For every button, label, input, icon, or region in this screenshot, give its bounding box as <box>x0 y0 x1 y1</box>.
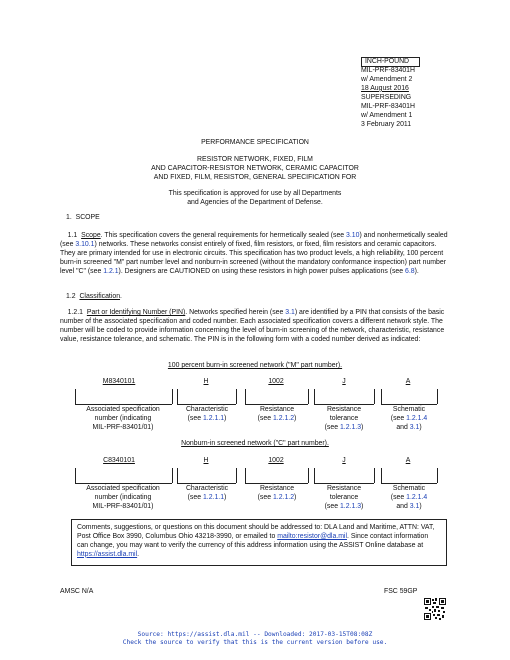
bracket-line <box>314 468 315 483</box>
ref-link[interactable]: 3.10 <box>346 232 360 239</box>
doc-id: MIL-PRF-83401H <box>361 66 415 74</box>
para-text: ) are identified by a PIN that consists of the basic number of the associated specification and coded number. Each associated specification covers a different network style. The number will be coded to provide information concerning the level of burn-in screening of the network, characteristic, resistance value, resistance tolerance, and schematic. The PIN is in the following form with a coded number derived as indicated: <box>60 309 445 343</box>
ref-link[interactable]: 1.2.1.4 <box>406 414 428 422</box>
superseded-doc-id: MIL-PRF-83401H <box>361 102 415 110</box>
para-number: 1.2.1 <box>67 309 83 316</box>
ref-link[interactable]: 1.2.1.3 <box>339 423 362 431</box>
pin-schematic-code: A <box>405 457 411 464</box>
ref-link[interactable]: 1.2.1.3 <box>339 502 362 510</box>
label-text: and 3.1) <box>396 502 422 510</box>
fsc-label: FSC 59GP <box>384 588 418 595</box>
para-title: Classification <box>79 293 121 300</box>
bracket-line <box>381 483 437 484</box>
label-associated-spec <box>70 485 176 512</box>
label-text: Associated specification <box>86 485 160 492</box>
label-text: MIL-PRF-83401/01) <box>92 423 154 431</box>
section-number: 1. <box>66 214 72 221</box>
label-text: (see 1.2.1.1) <box>187 414 227 422</box>
approval-line-2: and Agencies of the Department of Defense. <box>187 198 323 206</box>
label-text: tolerance <box>329 493 359 501</box>
label-text: number (indicating <box>94 493 152 501</box>
superseded-amendment: w/ Amendment 1 <box>361 111 413 119</box>
bracket-line <box>236 468 237 483</box>
comments-text-part: Comments, suggestions, or questions on this document should be addressed to: DLA Land and Maritime, ATTN: VAT, Post Office Box 3990, Columbus Ohio 43218-3990, or emailed to <box>77 524 435 540</box>
superseding-label: SUPERSEDING <box>361 93 412 101</box>
assist-link[interactable]: https://assist.dla.mil <box>77 550 138 558</box>
section-heading: SCOPE <box>75 214 100 221</box>
label-text: Characteristic <box>185 485 229 492</box>
source-line-1: Source: https://assist.dla.mil -- Downloaded: 2017-03-15T08:08Z <box>137 631 373 638</box>
label-characteristic <box>174 485 240 503</box>
comments-text <box>77 524 441 560</box>
bracket-line <box>75 468 76 483</box>
label-text: Schematic <box>392 485 426 492</box>
ref-link[interactable]: 3.10.1 <box>75 240 95 248</box>
doc-date: 18 August 2016 <box>361 84 409 92</box>
pin-schematic-code: A <box>405 378 411 385</box>
ref-link[interactable]: 3.1 <box>409 423 420 431</box>
ref-link[interactable]: 1.2.1.4 <box>406 493 428 501</box>
label-text: Resistance <box>326 485 362 492</box>
para-number: 1.1 <box>67 232 78 239</box>
pin-spec-code: M8340101 <box>102 378 136 385</box>
inch-pound-label: INCH-POUND <box>361 57 420 67</box>
bracket-line <box>177 468 178 483</box>
bracket-line <box>177 483 236 484</box>
label-resistance <box>243 485 311 503</box>
label-text: (see 1.2.1.3) <box>324 423 364 431</box>
bracket-line <box>381 468 382 483</box>
label-text: (see 1.2.1.2) <box>257 414 297 422</box>
superseded-date: 3 February 2011 <box>361 120 412 128</box>
label-text: and 3.1) <box>396 423 422 431</box>
approval-line-1: This specification is approved for use by all Departments <box>168 190 342 197</box>
pin-resistance-code: 1002 <box>268 457 284 464</box>
diagram-c-caption: Nonburn-in screened network ("C" part number). <box>181 440 329 447</box>
label-schematic <box>377 485 441 512</box>
comments-text-part: . Since contact information can change, you may want to verify the currency of this address information using the ASSIST Online database at <box>77 532 429 549</box>
pin-spec-code: C8340101 <box>103 457 135 464</box>
bracket-line <box>245 468 246 483</box>
para-text: ). Designers are CAUTIONED on using these resistors in high power pulses applications (see <box>118 267 406 275</box>
para-text: . <box>120 293 122 300</box>
ref-link[interactable]: 1.2.1.2 <box>272 493 295 501</box>
label-text: Characteristic <box>185 406 229 413</box>
label-text: Resistance <box>259 406 295 413</box>
pin-characteristic-code: H <box>203 378 209 385</box>
para-text: . This specification covers the general requirements for hermetically sealed (see <box>100 232 347 239</box>
para-title: Part or Identifying Number (PIN) <box>86 309 186 316</box>
spec-type-title: PERFORMANCE SPECIFICATION <box>201 139 309 146</box>
para-title: Scope <box>81 232 101 239</box>
label-text: (see 1.2.1.4 <box>390 414 428 422</box>
amsc-label: AMSC N/A <box>60 588 94 595</box>
amendment: w/ Amendment 2 <box>361 75 413 83</box>
comments-box <box>71 519 447 566</box>
diagram-m-caption: 100 percent burn-in screened network ("M" part number). <box>167 362 343 369</box>
ref-link[interactable]: 1.2.1 <box>103 267 119 275</box>
label-text: (see 1.2.1.4 <box>390 493 428 501</box>
label-text: (see 1.2.1.1) <box>187 493 227 501</box>
pin-characteristic-code: H <box>203 457 209 464</box>
para-text: ) and nonhermetically sealed (see <box>60 232 448 248</box>
comments-text-part: . <box>137 550 140 558</box>
ref-link[interactable]: 1.2.1.2 <box>272 414 295 422</box>
bracket-line <box>437 468 438 483</box>
title-line-3: AND FIXED, FILM, RESISTOR, GENERAL SPECIFICATION FOR <box>153 173 357 181</box>
para-text: ). <box>414 267 419 275</box>
ref-link[interactable]: 3.1 <box>409 502 420 510</box>
label-text: Associated specification <box>86 406 160 413</box>
ref-link[interactable]: 1.2.1.1 <box>202 493 225 501</box>
bracket-line <box>172 468 173 483</box>
source-line-2: Check the source to verify that this is the current version before use. <box>122 639 388 646</box>
pin-tolerance-code: J <box>342 457 346 464</box>
para-number: 1.2 <box>66 293 76 300</box>
label-text: Schematic <box>392 406 426 413</box>
ref-link[interactable]: 1.2.1.1 <box>202 414 225 422</box>
qr-code-icon <box>424 598 446 620</box>
label-text: MIL-PRF-83401/01) <box>92 502 154 510</box>
bracket-line <box>308 468 309 483</box>
title-line-1: RESISTOR NETWORK, FIXED, FILM <box>197 156 313 163</box>
pin-tolerance-code: J <box>342 378 346 385</box>
ref-link[interactable]: 6.8 <box>405 267 415 275</box>
label-text: Resistance <box>326 406 362 413</box>
label-text: Resistance <box>259 485 295 492</box>
ref-link[interactable]: 3.1 <box>285 309 295 316</box>
para-text: ) networks. These networks consist entirely of fixed, film resistors, or fixed, film resistors and ceramic capacitors. They are primary intended for use in electronic circuits. This specification has two product levels, a high reliability, 100 percent burn-in screened "M" part number level and nonburn-in screened (without the mandatory conformance inspection) part number level "C" (see <box>60 240 446 275</box>
label-text: (see 1.2.1.3) <box>324 502 364 510</box>
pin-resistance-code: 1002 <box>268 378 284 385</box>
email-link[interactable]: mailto:resistor@dla.mil <box>277 532 347 540</box>
label-text: number (indicating <box>94 414 152 422</box>
bracket-line <box>245 483 308 484</box>
title-line-2: AND CAPACITOR-RESISTOR NETWORK, CERAMIC CAPACITOR <box>151 164 359 172</box>
bracket-line <box>374 468 375 483</box>
label-text: (see 1.2.1.2) <box>257 493 297 501</box>
bracket-line <box>314 483 374 484</box>
label-tolerance <box>311 485 377 512</box>
bracket-line <box>75 483 172 484</box>
para-text: . Networks specified herein (see <box>185 309 286 316</box>
label-text: tolerance <box>329 414 359 422</box>
